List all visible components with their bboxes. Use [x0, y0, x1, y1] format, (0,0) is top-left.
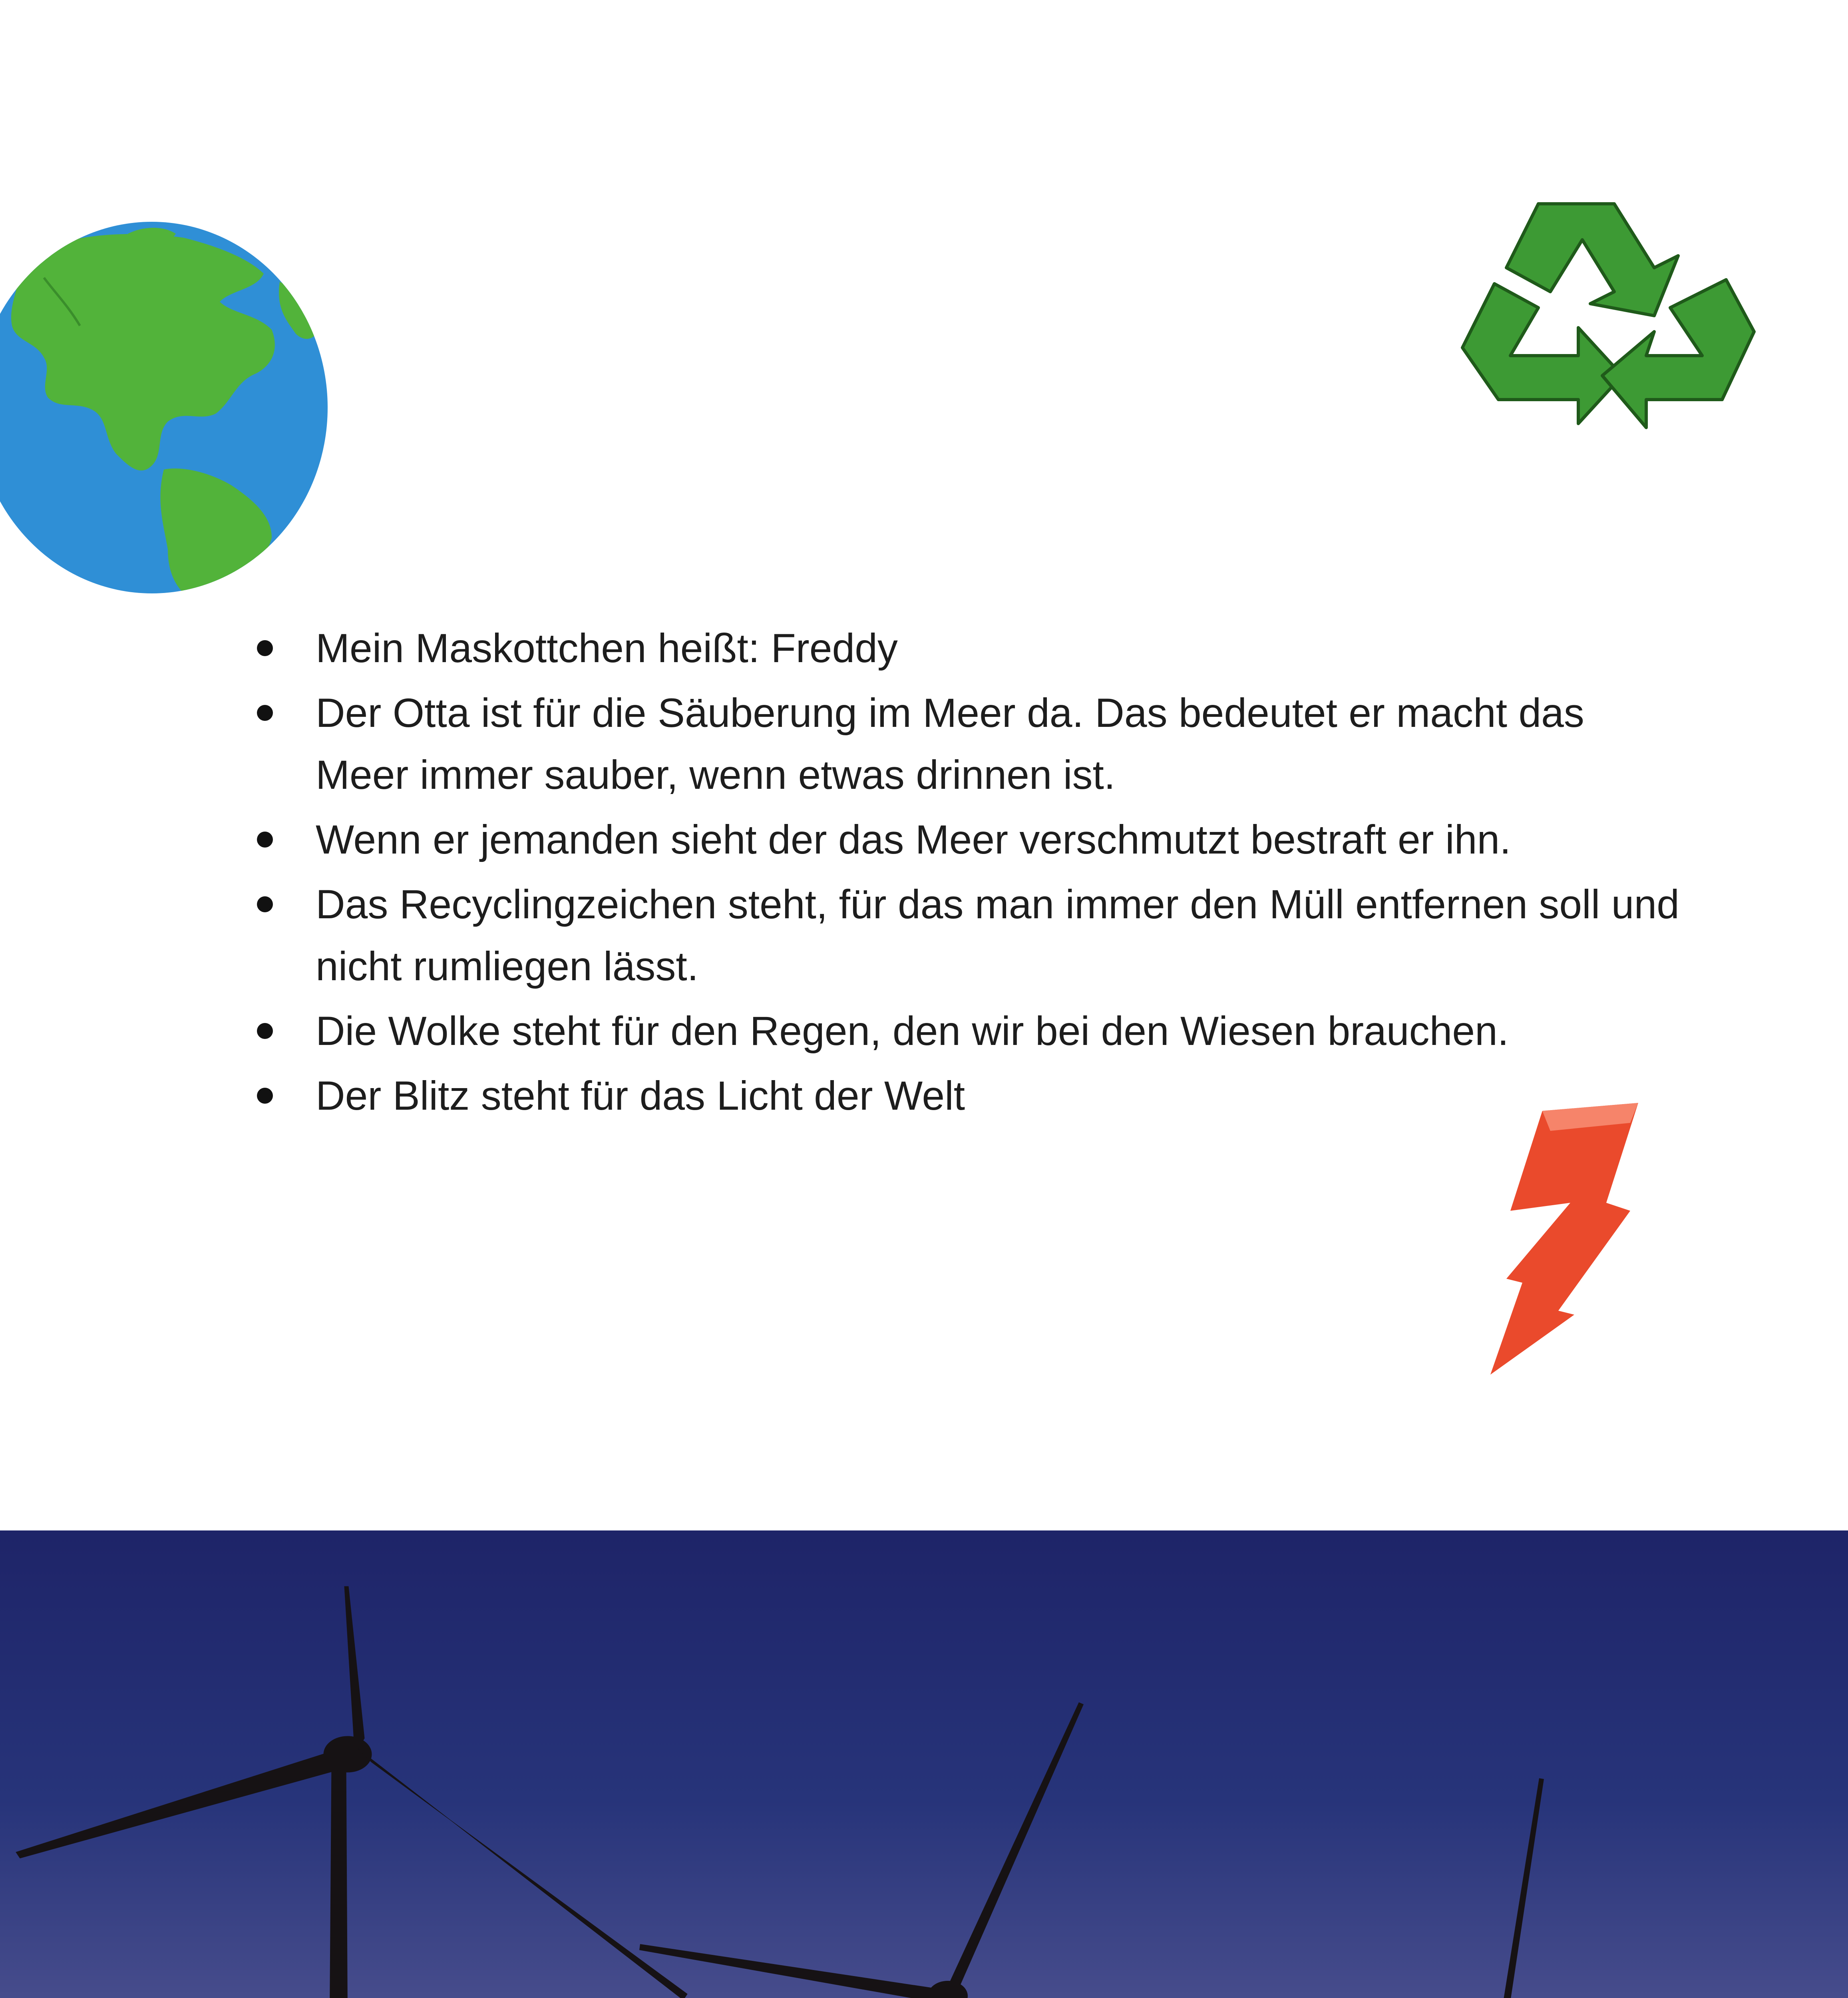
list-item: [250, 617, 1688, 679]
list-item: [250, 809, 1688, 871]
list-item: [250, 1065, 1688, 1127]
earth-globe-icon: [0, 222, 328, 593]
list-item-text: Der Blitz steht für das Licht der Welt: [316, 1073, 965, 1118]
list-item-text: Wenn er jemanden sieht der das Meer verschmutzt bestraft er ihn.: [316, 817, 1511, 862]
lightning-bolt-icon: [1478, 1103, 1646, 1375]
recycling-symbol-icon: [1446, 188, 1758, 468]
wind-turbines-sunset-photo: [0, 1530, 1848, 1998]
bullet-dot: [257, 705, 273, 721]
list-item: [250, 874, 1688, 997]
bullet-dot: [257, 1023, 273, 1039]
bullet-dot: [257, 832, 273, 848]
list-item-text: Die Wolke steht für den Regen, den wir bei den Wiesen brauchen.: [316, 1008, 1509, 1054]
bullet-list: [250, 617, 1688, 1130]
list-item-text: Der Otta ist für die Säuberung im Meer da. Das bedeutet er macht das Meer immer sauber, wenn etwas drinnen ist.: [316, 690, 1584, 798]
list-item: [250, 1000, 1688, 1062]
bullet-dot: [257, 896, 273, 912]
bullet-dot: [257, 640, 273, 656]
bullet-dot: [257, 1088, 273, 1104]
list-item: [250, 682, 1688, 806]
list-item-text: Mein Maskottchen heißt: Freddy: [316, 625, 898, 671]
list-item-text: Das Recyclingzeichen steht, für das man immer den Müll entfernen soll und nicht rumliegen lässt.: [316, 882, 1679, 989]
